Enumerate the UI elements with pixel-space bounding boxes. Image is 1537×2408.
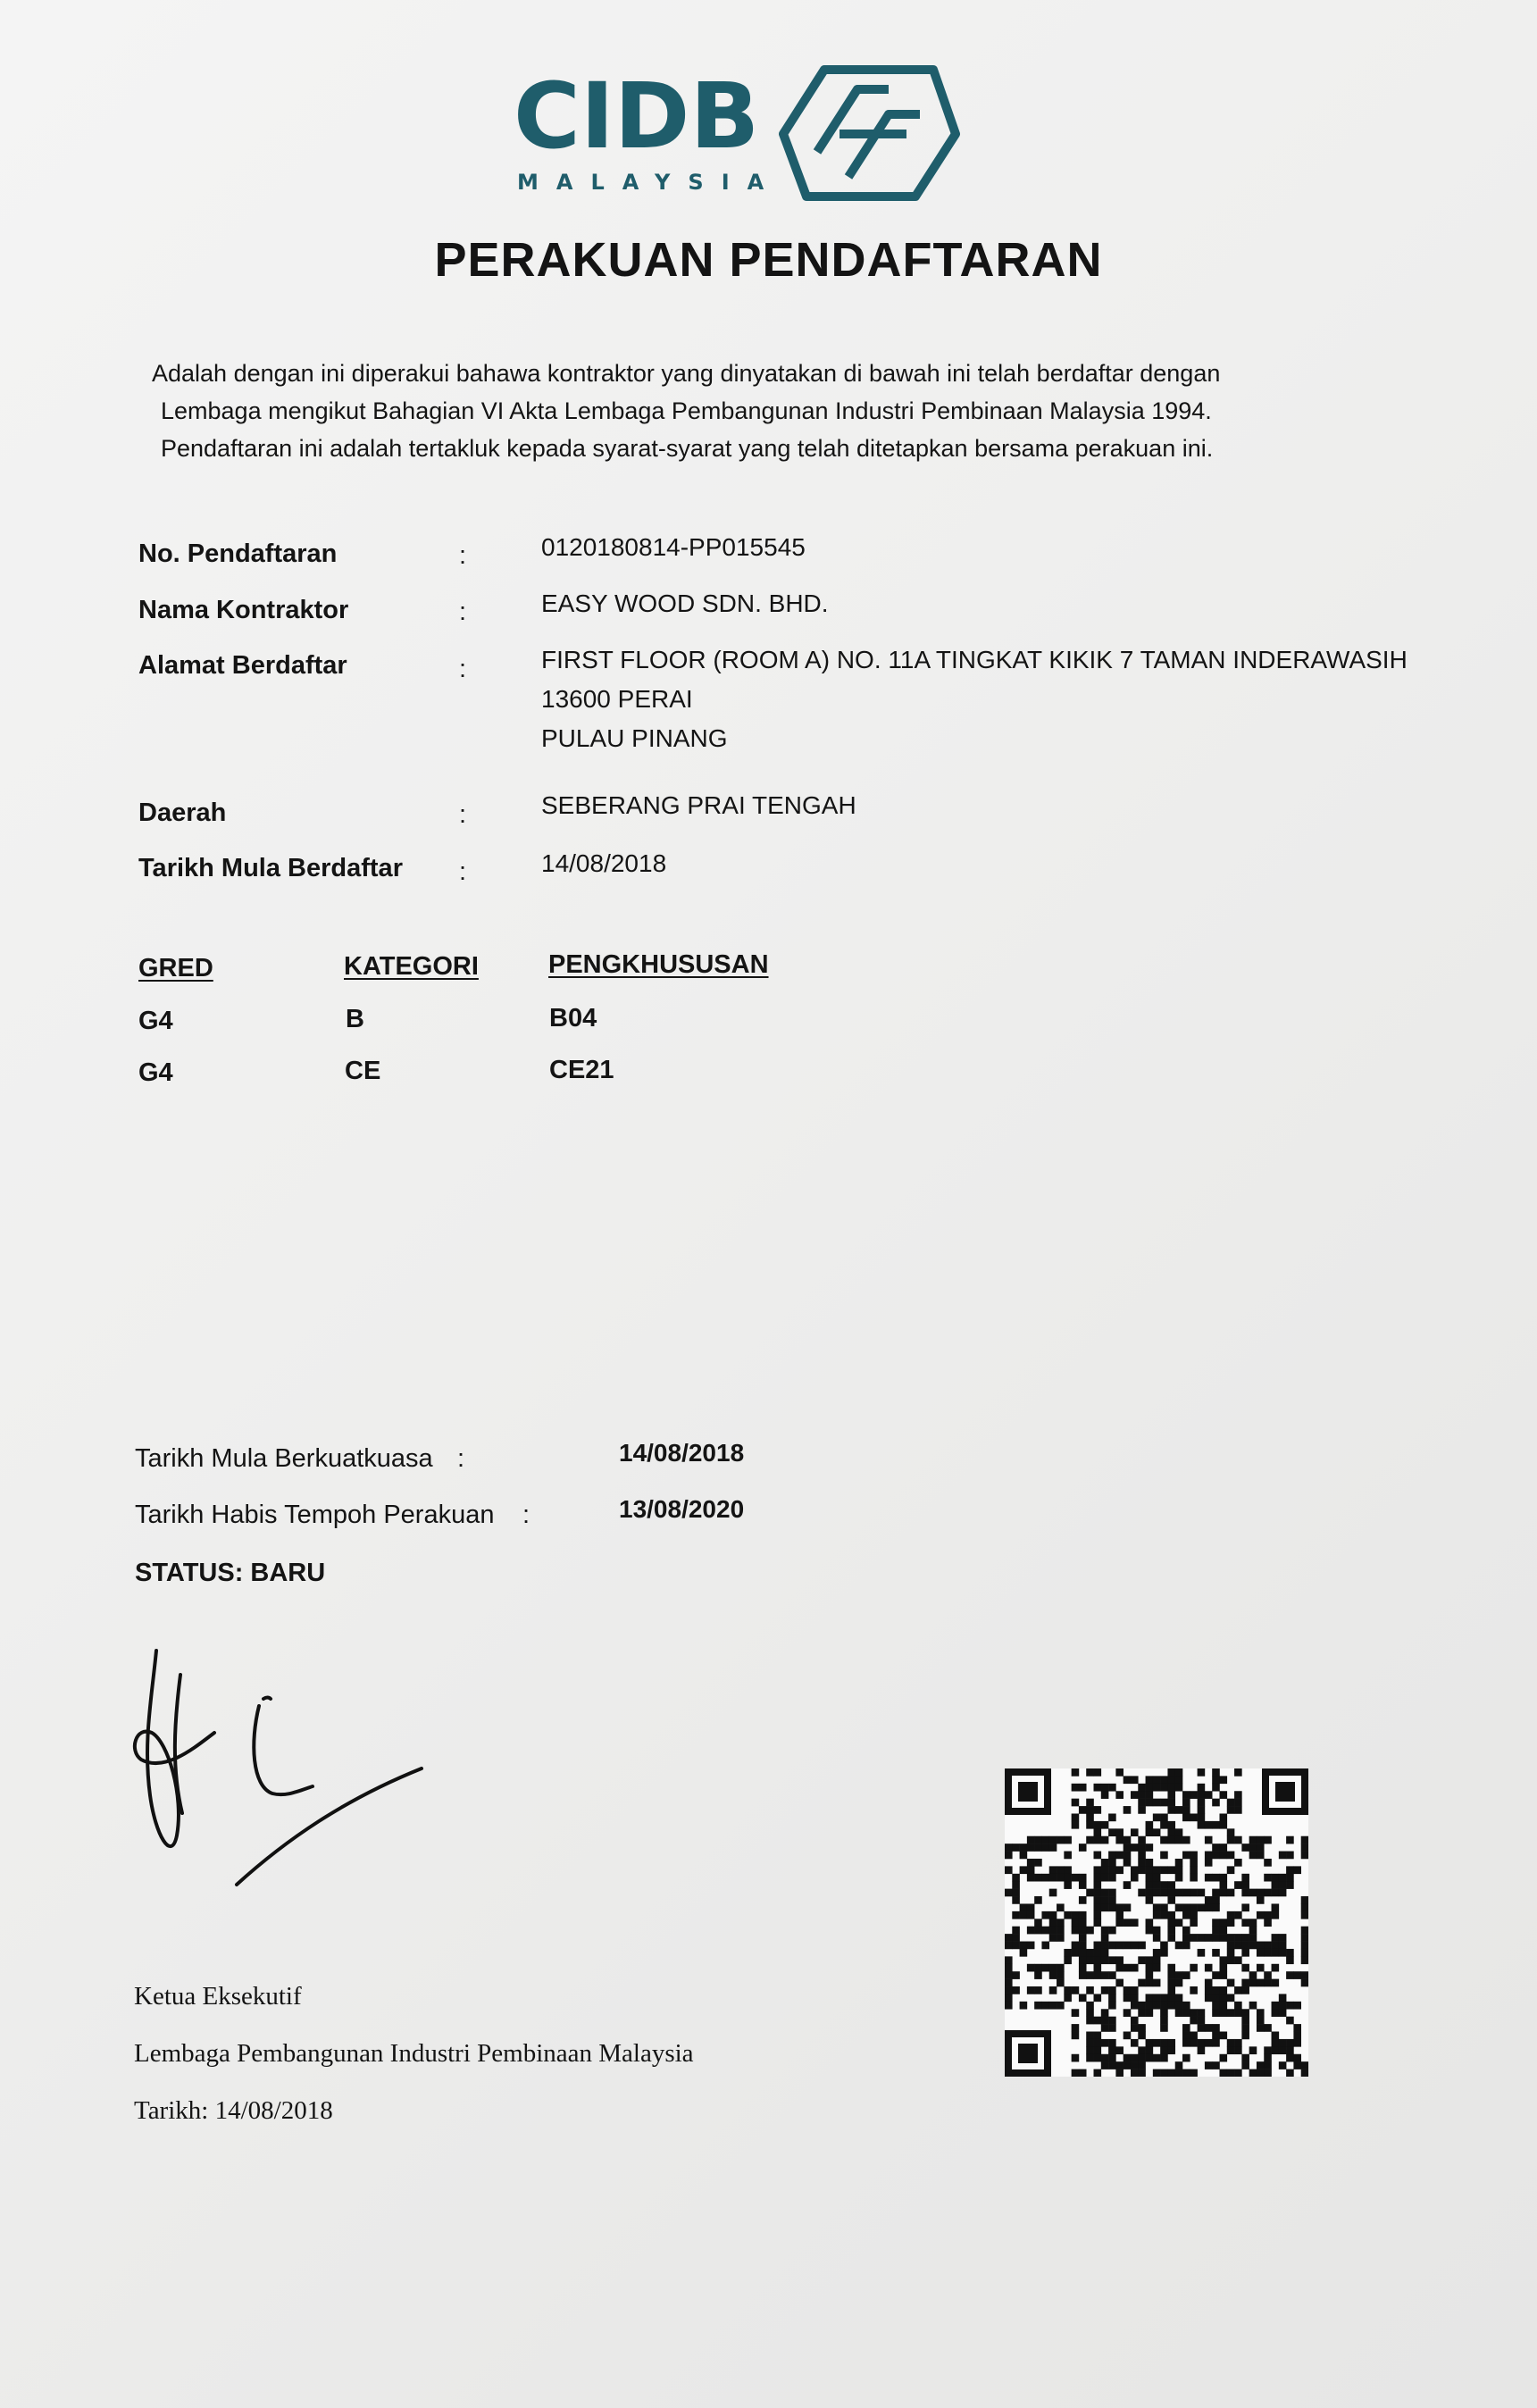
grade-header-kategori: KATEGORI — [344, 952, 479, 981]
tarikh-habis-tempoh-label: Tarikh Habis Tempoh Perakuan — [135, 1501, 495, 1529]
grade-header-gred: GRED — [138, 954, 213, 982]
cidb-emblem-icon — [783, 70, 956, 196]
signatory-organisation: Lembaga Pembangunan Industri Pembinaan Malaysia — [134, 2039, 694, 2068]
cidb-logo — [514, 63, 960, 205]
colon: : — [459, 800, 467, 829]
alamat-line-1: FIRST FLOOR (ROOM A) NO. 11A TINGKAT KIKIK 7 TAMAN INDERAWASIH — [541, 646, 1408, 673]
tarikh-mula-berdaftar-value: 14/08/2018 — [541, 849, 667, 877]
no-pendaftaran-value: 0120180814-PP015545 — [541, 533, 806, 561]
grade-row-2-gred: G4 — [138, 1058, 173, 1087]
qr-code-icon — [1005, 1768, 1308, 2077]
grade-row-2-pengkhususan: CE21 — [549, 1056, 614, 1084]
signature-graphic — [116, 1643, 438, 1911]
nama-kontraktor-value: EASY WOOD SDN. BHD. — [541, 589, 829, 617]
tarikh-mula-berkuatkuasa-label: Tarikh Mula Berkuatkuasa — [135, 1444, 433, 1473]
colon: : — [459, 655, 467, 683]
tarikh-habis-tempoh-value: 13/08/2020 — [619, 1495, 745, 1523]
alamat-line-2: 13600 PERAI — [541, 685, 693, 713]
grade-row-1-pengkhususan: B04 — [549, 1004, 597, 1033]
alamat-line-3: PULAU PINANG — [541, 724, 728, 752]
colon: : — [459, 541, 467, 570]
grade-row-1-kategori: B — [346, 1005, 364, 1033]
signatory-title: Ketua Eksekutif — [134, 1982, 302, 2011]
signatory-date: Tarikh: 14/08/2018 — [134, 2096, 333, 2125]
grade-header-pengkhususan: PENGKHUSUSAN — [548, 950, 769, 979]
colon: : — [522, 1501, 530, 1529]
no-pendaftaran-label: No. Pendaftaran — [138, 539, 338, 568]
tarikh-mula-berkuatkuasa-value: 14/08/2018 — [619, 1439, 745, 1467]
svg-text:CIDB: CIDB — [514, 63, 760, 170]
intro-line-3: Pendaftaran ini adalah tertakluk kepada syarat-syarat yang telah ditetapkan bersama perakuan ini. — [161, 435, 1214, 462]
daerah-value: SEBERANG PRAI TENGAH — [541, 791, 856, 819]
status — [135, 1559, 325, 1588]
svg-text:MALAYSIA: MALAYSIA — [517, 170, 782, 195]
document-title: PERAKUAN PENDAFTARAN — [434, 233, 1103, 287]
nama-kontraktor-label: Nama Kontraktor — [138, 596, 349, 624]
intro-line-2: Lembaga mengikut Bahagian VI Akta Lembaga Pembangunan Industri Pembinaan Malaysia 1994. — [161, 397, 1212, 424]
grade-row-1-gred: G4 — [138, 1007, 173, 1035]
colon: : — [457, 1444, 465, 1473]
grade-row-2-kategori: CE — [345, 1057, 381, 1085]
daerah-label: Daerah — [138, 798, 227, 827]
status-label: STATUS: — [135, 1559, 244, 1587]
intro-line-1: Adalah dengan ini diperakui bahawa kontraktor yang dinyatakan di bawah ini telah berdaftar dengan — [152, 360, 1221, 387]
colon: : — [459, 857, 467, 886]
status-value: BARU — [250, 1559, 326, 1587]
tarikh-mula-berdaftar-label: Tarikh Mula Berdaftar — [138, 854, 403, 882]
colon: : — [459, 598, 467, 626]
alamat-label: Alamat Berdaftar — [138, 651, 347, 680]
